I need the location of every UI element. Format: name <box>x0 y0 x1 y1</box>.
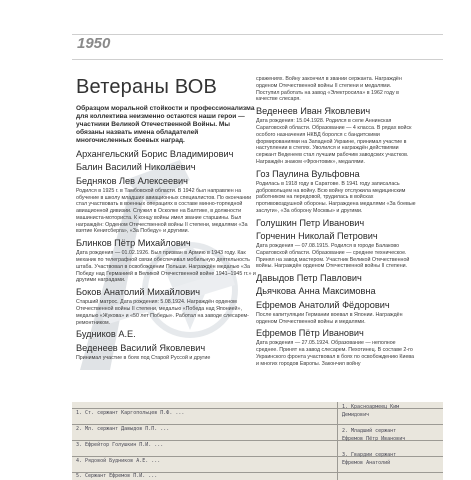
veteran-bio: Принимал участие в боях под Старой Руссой и другие <box>76 354 211 361</box>
left-column <box>76 76 256 364</box>
veteran-name: Блинков Пётр Михайлович <box>76 238 191 249</box>
veteran-entry <box>76 239 256 284</box>
veteran-entry <box>256 287 416 296</box>
veteran-entry <box>256 329 416 367</box>
scan-side-text: Ефремов Анатолий <box>342 460 391 466</box>
scan-text-line: 3. Ефрейтор Голушкин П.И. ... <box>76 442 164 448</box>
veteran-entry <box>256 301 416 326</box>
veteran-bio: Дата рождения — 27.05.1924. Образование — неполное среднее. Принят на завод слесарем. Пехотинец. В составе 2-го Украинского фронта участвовал в боях по освобождению Киева и многих городов Европы. Закончил войну <box>256 340 415 367</box>
scan-side-text: Ефремов Пётр Иванович <box>342 436 406 442</box>
veteran-name: Будников А.Е. <box>76 329 136 340</box>
veteran-entry <box>76 163 256 172</box>
veteran-bio: Родился в 1925 г. в Тамбовской области. В 1942 был направлен на обучение в школу младших авиационных специалистов. По окончании стал участвовать в военных операциях в составе минно-торпедной авиационной дивизии. Служил в Осколке на Балтике, в должности машиниста-моториста. К концу войны имел звание старшины. Был награждён: Орденом Отечественной войны II степени, медалями «За взятие Кенигсберга», «За Победу» и другими. <box>76 187 252 235</box>
scan-side-text: Демидович <box>342 412 370 418</box>
veteran-entry <box>76 288 256 326</box>
veteran-entry <box>256 232 416 270</box>
veteran-name: Боков Анатолий Михайлович <box>76 287 200 298</box>
scan-side-text: 3. Гвардии сержант <box>342 452 397 458</box>
veteran-name: Дьячкова Анна Максимовна <box>256 286 376 297</box>
veteran-entry <box>76 177 256 236</box>
year-label: 1950 <box>77 35 111 52</box>
veteran-bio: Старший матрос. Дата рождения: 5.08.1924. Награждён орденом Отечественной войны II степени, медалью «Победа над Японией», медалью «Жукова» и «50 лет Победы». Работал на заводе слесарем-ремонтником. <box>76 299 249 326</box>
intro-text: Образцом моральной стойкости и профессионализма для коллектива неизменно остаются наши герои — участники Великой Отечественной Войны. Мы обязаны назвать имена обладателей многочисленных боевых наград. <box>76 105 255 145</box>
scan-text-line: 1. Ст. сержант Каргопольцев П.Ф. ... <box>76 410 185 416</box>
veteran-name: Архангельский Борис Владимирович <box>76 149 234 160</box>
veteran-entry <box>76 150 256 159</box>
veteran-entry <box>76 344 256 362</box>
scan-text-line: 5. Сержант Ефремов П.И. ... <box>76 473 158 479</box>
veteran-name: Веденеев Василий Яковлевич <box>76 342 206 353</box>
scan-rule <box>72 424 443 425</box>
scan-side-text: 2. Младший сержант <box>342 428 397 434</box>
scan-text-line: 4. Рядовой Будников А.Е. ... <box>76 458 161 464</box>
veteran-name: Горченин Николай Петрович <box>256 230 378 241</box>
veteran-name: Ефремов Пётр Иванович <box>256 328 364 339</box>
veteran-entry <box>256 219 416 228</box>
continued-bio: сражениях. Войну закончил в звании сержанта. Награждён орденом Отечественной войны II степени и медалями. Поступил работать на завод «Электросила» в 1962 году в качестве слесаря. <box>256 76 402 103</box>
veteran-entry <box>76 330 256 339</box>
scan-text-line: 2. Мл. сержант Давыдов П.П. ... <box>76 426 170 432</box>
veteran-bio: Дата рождения: 15.04.1928. Родился в селе Аннинская Саратовской области. Образование — 4 класса. В рядах войск особого назначения НКВД боролся с бандитскими формированиями на Западной Украине, принимал участие в наступлении в степях. Уволился и награждён действиями сержант Веденеев стал лучшим рабочим заводских участков. Награждён знаком «Фронтовик», медалями. <box>256 118 412 165</box>
veteran-entry <box>256 170 416 215</box>
right-column <box>256 76 416 370</box>
veteran-bio: Дата рождения — 01.02.1926. Был призван в Армию в 1943 году. Как механик по телеграфной связи обеспечивал мобильную деятельность штаба. Участвовал в освобождении Польши. Награждён медалью «За Победу над Германией в Великой Отечественной войне 1941–1945 гг.» и другими наградами. <box>76 250 256 284</box>
veteran-name: Давыдов Петр Павлович <box>256 273 362 284</box>
archival-document-scan <box>72 402 443 480</box>
header-rule <box>72 34 443 60</box>
page-title: Ветераны ВОВ <box>76 76 218 98</box>
veteran-name: Гоз Паулина Вульфовна <box>256 168 360 179</box>
veteran-name: Веденеев Иван Яковлевич <box>256 106 371 117</box>
veteran-bio: Родилась в 1918 году в Саратове. В 1941 году записалась добровольцем на войну. Всю войну отслужила медицинским работником на передовой, трудилась в войсках противовоздушной обороны. Награждена медалями «За боевые заслуги», «За оборону Москвы» и другими. <box>256 180 416 214</box>
scan-side-text: 1. Красноармеец Ким <box>342 404 400 410</box>
scan-column-rule <box>337 402 338 480</box>
veteran-name: Балин Василий Николаевич <box>76 162 196 173</box>
veteran-bio: После капитуляции Германии воевал в Японии. Награждён орденом Отечественной войны и медалями. <box>256 311 403 325</box>
veteran-name: Ефремов Анатолий Фёдорович <box>256 299 390 310</box>
veteran-name: Бедняков Лев Алексеевич <box>76 175 188 186</box>
veteran-bio: Дата рождения — 07.08.1915. Родился в городе Балаково Саратовской области. Образование — среднее техническое. Принял на завод мастером. Участник Великой Отечественной войны. Награждён орденом Отечественной войны II степени. <box>256 243 410 270</box>
veteran-name: Голушкин Петр Иванович <box>256 217 365 228</box>
veteran-entry <box>256 274 416 283</box>
veteran-entry <box>256 107 416 166</box>
